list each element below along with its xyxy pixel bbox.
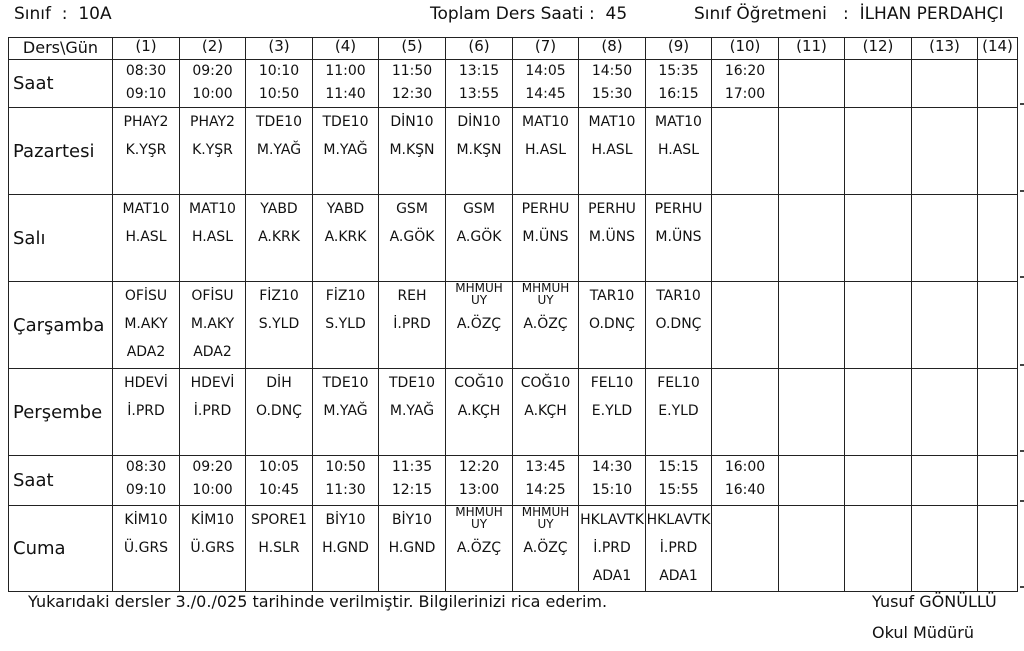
start-time: 16:00 [724, 459, 766, 475]
time-cell [779, 456, 845, 506]
lesson-cell [646, 282, 712, 369]
time-cell [513, 456, 579, 506]
lesson-cell [446, 108, 513, 195]
teacher-code: M.ÜNS [655, 229, 702, 245]
lesson-cell [446, 369, 513, 456]
principal-name: Yusuf GÖNÜLLÜ [872, 592, 997, 611]
lesson-cell [246, 369, 313, 456]
time-cell [646, 456, 712, 506]
lesson-cell [513, 195, 579, 282]
teacher-code: M.KŞN [456, 142, 502, 158]
teacher-code: M.YAĞ [323, 403, 368, 419]
lesson-cell [646, 506, 712, 592]
column-header: (10) [712, 38, 779, 60]
lesson-code: GSM [396, 201, 428, 217]
teacher-code: M.KŞN [389, 142, 435, 158]
time-cell [513, 60, 579, 108]
column-header: (2) [180, 38, 246, 60]
teacher-code: A.GÖK [456, 229, 502, 245]
time-cell [912, 60, 978, 108]
lesson-code: MAT10 [655, 114, 702, 130]
time-cell [446, 456, 513, 506]
lesson-cell [379, 282, 446, 369]
end-time: 12:15 [391, 482, 433, 498]
end-time: 17:00 [724, 86, 766, 102]
lesson-cell [845, 369, 912, 456]
lesson-cell [712, 506, 779, 592]
start-time: 11:35 [391, 459, 433, 475]
lesson-cell [446, 282, 513, 369]
time-cell [712, 60, 779, 108]
lesson-code: TDE10 [256, 114, 302, 130]
room-code: ADA1 [659, 568, 698, 584]
end-time: 14:25 [525, 482, 566, 498]
class-label: Sınıf : 10A [14, 4, 112, 24]
time-cell [712, 456, 779, 506]
end-time: 14:45 [525, 86, 566, 102]
time-cell [180, 456, 246, 506]
lesson-code: COĞ10 [454, 375, 504, 391]
column-header: (9) [646, 38, 712, 60]
lesson-code: TDE10 [322, 375, 369, 391]
lesson-code: TAR10 [589, 288, 635, 304]
lesson-cell [978, 108, 1018, 195]
time-row-label: Saat [9, 60, 113, 108]
lesson-code: PERHU [654, 201, 703, 217]
lesson-code: SPORE1 [251, 512, 307, 528]
class-teacher-label: Sınıf Öğretmeni : İLHAN PERDAHÇI [694, 4, 1004, 24]
time-cell [978, 60, 1018, 108]
teacher-code: A.GÖK [389, 229, 435, 245]
edge-tick [1020, 103, 1024, 105]
lesson-cell [313, 282, 379, 369]
total-hours-label: Toplam Ders Saati : 45 [430, 4, 628, 24]
lesson-code: HDEVİ [124, 375, 168, 391]
end-time: 15:10 [591, 482, 633, 498]
lesson-cell [845, 108, 912, 195]
teacher-code: A.KÇH [457, 403, 501, 419]
teacher-code: Ü.GRS [123, 540, 169, 556]
column-header: (4) [313, 38, 379, 60]
lesson-code-wrapped: MHMUH UY [455, 506, 503, 531]
lesson-cell [513, 108, 579, 195]
lesson-cell [779, 195, 845, 282]
edge-tick [1020, 500, 1024, 502]
lesson-cell [579, 195, 646, 282]
teacher-code: İ.PRD [393, 316, 431, 332]
lesson-cell [313, 369, 379, 456]
column-header: (12) [845, 38, 912, 60]
room-code: ADA2 [126, 344, 166, 360]
teacher-code: H.ASL [125, 229, 167, 245]
teacher-code: E.YLD [591, 403, 633, 419]
time-cell [446, 60, 513, 108]
day-label: Cuma [9, 506, 113, 592]
teacher-code: H.ASL [525, 142, 566, 158]
start-time: 15:35 [658, 63, 699, 79]
lesson-cell [779, 369, 845, 456]
time-cell [180, 60, 246, 108]
start-time: 08:30 [125, 63, 167, 79]
lesson-code: YABD [260, 201, 298, 217]
teacher-code: O.DNÇ [589, 316, 635, 332]
time-cell [313, 60, 379, 108]
lesson-cell [180, 369, 246, 456]
day-label: Çarşamba [9, 282, 113, 369]
lesson-cell [246, 195, 313, 282]
time-cell [246, 60, 313, 108]
lesson-cell [646, 369, 712, 456]
column-header: (11) [779, 38, 845, 60]
lesson-cell [845, 282, 912, 369]
lesson-cell [912, 506, 978, 592]
end-time: 10:00 [192, 482, 233, 498]
lesson-code: FİZ10 [325, 288, 366, 304]
start-time: 13:15 [458, 63, 500, 79]
teacher-code: M.AKY [190, 316, 235, 332]
lesson-cell [180, 506, 246, 592]
end-time: 09:10 [125, 482, 167, 498]
lesson-code: COĞ10 [520, 375, 571, 391]
edge-tick [1020, 586, 1024, 588]
lesson-cell [712, 195, 779, 282]
lesson-cell [313, 195, 379, 282]
day-row [9, 282, 1018, 369]
day-row [9, 369, 1018, 456]
lesson-cell [513, 369, 579, 456]
start-time: 15:15 [658, 459, 699, 475]
lesson-cell [446, 195, 513, 282]
start-time: 13:45 [525, 459, 566, 475]
lesson-cell [978, 369, 1018, 456]
end-time: 15:55 [658, 482, 699, 498]
teacher-code: H.GND [388, 540, 436, 556]
lesson-code: DİN10 [457, 114, 501, 130]
lesson-cell [912, 195, 978, 282]
time-cell [779, 60, 845, 108]
start-time: 09:20 [192, 63, 233, 79]
edge-tick [1020, 450, 1024, 452]
end-time: 13:00 [458, 482, 500, 498]
lesson-cell [180, 108, 246, 195]
end-time: 16:40 [724, 482, 766, 498]
lesson-cell [246, 506, 313, 592]
lesson-cell [779, 282, 845, 369]
lesson-cell [113, 282, 180, 369]
teacher-code: M.AKY [124, 316, 168, 332]
time-cell [912, 456, 978, 506]
lesson-code: HKLAVTK [646, 512, 711, 528]
start-time: 10:50 [325, 459, 366, 475]
teacher-code: M.ÜNS [588, 229, 636, 245]
room-code: ADA1 [592, 568, 632, 584]
lesson-code: FEL10 [657, 375, 700, 391]
time-row [9, 456, 1018, 506]
lesson-code: MAT10 [122, 201, 170, 217]
lesson-cell [379, 195, 446, 282]
lesson-cell [246, 108, 313, 195]
end-time: 11:40 [325, 86, 366, 102]
lesson-cell [912, 282, 978, 369]
start-time: 11:50 [391, 63, 433, 79]
edge-tick [1020, 276, 1024, 278]
column-header: (1) [113, 38, 180, 60]
lesson-cell [712, 108, 779, 195]
teacher-code: O.DNÇ [655, 316, 702, 332]
teacher-code: H.ASL [591, 142, 633, 158]
lesson-code: GSM [463, 201, 495, 217]
start-time: 10:10 [258, 63, 300, 79]
end-time: 11:30 [325, 482, 366, 498]
teacher-code: S.YLD [325, 316, 366, 332]
time-cell [845, 456, 912, 506]
column-header: (8) [579, 38, 646, 60]
teacher-code: O.DNÇ [256, 403, 302, 419]
time-cell [379, 60, 446, 108]
time-cell [646, 60, 712, 108]
day-label: Perşembe [9, 369, 113, 456]
lesson-code: TAR10 [656, 288, 701, 304]
teacher-code: A.ÖZÇ [456, 540, 502, 556]
lesson-code: PERHU [588, 201, 636, 217]
teacher-code: A.KRK [324, 229, 367, 245]
column-header: (5) [379, 38, 446, 60]
lesson-cell [313, 108, 379, 195]
teacher-code: K.YŞR [192, 142, 233, 158]
lesson-cell [113, 195, 180, 282]
lesson-cell [978, 195, 1018, 282]
time-cell [845, 60, 912, 108]
end-time: 09:10 [125, 86, 167, 102]
lesson-code: YABD [326, 201, 365, 217]
time-cell [579, 60, 646, 108]
teacher-code: Ü.GRS [190, 540, 235, 556]
column-header: (13) [912, 38, 978, 60]
lesson-code: KİM10 [124, 512, 168, 528]
lesson-code: KİM10 [190, 512, 235, 528]
time-cell [379, 456, 446, 506]
lesson-code-wrapped: MHMUH UY [455, 282, 503, 307]
lesson-code-wrapped: MHMUH UY [521, 282, 570, 307]
lesson-cell [779, 506, 845, 592]
lesson-code: TDE10 [322, 114, 369, 130]
start-time: 10:05 [258, 459, 300, 475]
lesson-cell [912, 369, 978, 456]
room-code: ADA2 [193, 344, 232, 360]
end-time: 10:00 [192, 86, 233, 102]
lesson-cell [180, 195, 246, 282]
teacher-code: İ.PRD [659, 540, 698, 556]
lesson-code-wrapped: MHMUH UY [521, 506, 570, 531]
principal-title: Okul Müdürü [872, 623, 974, 642]
column-header: (6) [446, 38, 513, 60]
teacher-code: H.ASL [192, 229, 233, 245]
lesson-cell [779, 108, 845, 195]
lesson-code: DİN10 [390, 114, 434, 130]
lesson-cell [646, 108, 712, 195]
lesson-code: PHAY2 [123, 114, 169, 130]
lesson-cell [113, 369, 180, 456]
lesson-code: TDE10 [389, 375, 435, 391]
lesson-cell [845, 195, 912, 282]
teacher-code: İ.PRD [593, 540, 631, 556]
teacher-code: H.SLR [258, 540, 300, 556]
lesson-cell [313, 506, 379, 592]
column-header: (14) [978, 38, 1018, 60]
end-time: 15:30 [591, 86, 633, 102]
lesson-cell [579, 108, 646, 195]
lesson-code: PHAY2 [190, 114, 235, 130]
end-time: 10:45 [258, 482, 300, 498]
lesson-code: BİY10 [391, 512, 433, 528]
lesson-code: PERHU [521, 201, 570, 217]
lesson-code: MAT10 [522, 114, 569, 130]
column-header-row [9, 38, 1018, 60]
lesson-cell [379, 108, 446, 195]
lesson-cell [712, 282, 779, 369]
lesson-cell [978, 282, 1018, 369]
time-cell [313, 456, 379, 506]
lesson-code: HKLAVTK [580, 512, 644, 528]
corner-header: Ders\Gün [9, 38, 113, 60]
time-row [9, 60, 1018, 108]
lesson-code: REH [397, 288, 427, 304]
start-time: 16:20 [724, 63, 766, 79]
lesson-cell [579, 506, 646, 592]
start-time: 12:20 [458, 459, 500, 475]
lesson-cell [978, 506, 1018, 592]
day-label: Salı [9, 195, 113, 282]
lesson-cell [246, 282, 313, 369]
time-cell [978, 456, 1018, 506]
lesson-cell [513, 282, 579, 369]
edge-tick [1020, 190, 1024, 192]
teacher-code: A.KRK [258, 229, 300, 245]
lesson-cell [113, 108, 180, 195]
teacher-code: A.KÇH [524, 403, 567, 419]
lesson-cell [446, 506, 513, 592]
lesson-cell [646, 195, 712, 282]
teacher-code: A.ÖZÇ [456, 316, 502, 332]
lesson-code: FİZ10 [259, 288, 299, 304]
lesson-cell [912, 108, 978, 195]
teacher-code: H.GND [322, 540, 369, 556]
timetable [8, 37, 1018, 592]
lesson-cell [579, 369, 646, 456]
teacher-code: M.YAĞ [389, 403, 435, 419]
lesson-cell [513, 506, 579, 592]
lesson-code: HDEVİ [190, 375, 235, 391]
start-time: 14:30 [591, 459, 633, 475]
day-row [9, 108, 1018, 195]
start-time: 14:05 [525, 63, 566, 79]
lesson-cell [113, 506, 180, 592]
teacher-code: M.YAĞ [323, 142, 368, 158]
footer-note: Yukarıdaki dersler 3./0./025 tarihinde verilmiştir. Bilgilerinizi rica ederim. [28, 592, 608, 611]
time-cell [246, 456, 313, 506]
end-time: 13:55 [458, 86, 500, 102]
time-cell [113, 60, 180, 108]
lesson-cell [579, 282, 646, 369]
start-time: 09:20 [192, 459, 233, 475]
start-time: 08:30 [125, 459, 167, 475]
teacher-code: E.YLD [658, 403, 699, 419]
day-row [9, 506, 1018, 592]
time-cell [579, 456, 646, 506]
teacher-code: İ.PRD [127, 403, 165, 419]
teacher-code: M.YAĞ [256, 142, 302, 158]
teacher-code: K.YŞR [125, 142, 167, 158]
lesson-cell [845, 506, 912, 592]
column-header: (3) [246, 38, 313, 60]
lesson-cell [180, 282, 246, 369]
day-label: Pazartesi [9, 108, 113, 195]
teacher-code: H.ASL [658, 142, 699, 158]
lesson-cell [379, 369, 446, 456]
edge-tick [1020, 364, 1024, 366]
lesson-cell [712, 369, 779, 456]
column-header: (7) [513, 38, 579, 60]
day-row [9, 195, 1018, 282]
lesson-code: FEL10 [590, 375, 634, 391]
lesson-code: MAT10 [189, 201, 236, 217]
end-time: 10:50 [258, 86, 300, 102]
teacher-code: A.ÖZÇ [523, 540, 568, 556]
time-row-label: Saat [9, 456, 113, 506]
teacher-code: A.ÖZÇ [523, 316, 568, 332]
lesson-code: OFİSU [124, 288, 168, 304]
lesson-code: DİH [266, 375, 292, 391]
time-cell [113, 456, 180, 506]
lesson-code: OFİSU [191, 288, 234, 304]
lesson-code: BİY10 [325, 512, 366, 528]
teacher-code: M.ÜNS [522, 229, 569, 245]
start-time: 11:00 [325, 63, 366, 79]
start-time: 14:50 [591, 63, 633, 79]
end-time: 12:30 [391, 86, 433, 102]
end-time: 16:15 [658, 86, 699, 102]
teacher-code: İ.PRD [193, 403, 232, 419]
lesson-code: MAT10 [588, 114, 636, 130]
teacher-code: S.YLD [258, 316, 300, 332]
lesson-cell [379, 506, 446, 592]
